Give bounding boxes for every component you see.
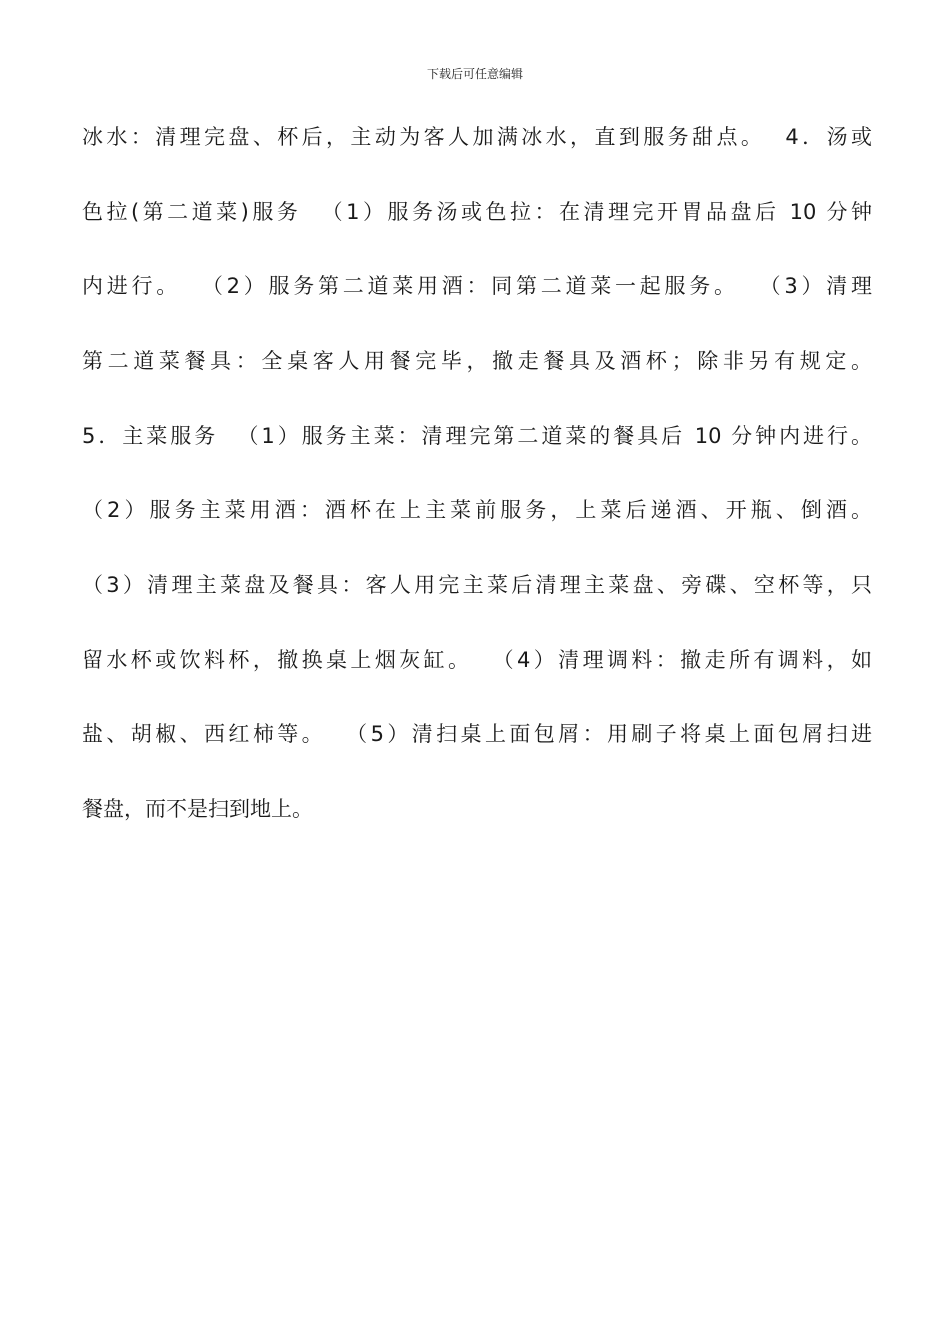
text-line-1: 冰水：清理完盘、杯后，主动为客人加满冰水，直到服务甜点。 4．汤或 [82,125,872,149]
text-line-6: （2）服务主菜用酒：酒杯在上主菜前服务，上菜后递酒、开瓶、倒酒。 [82,498,872,522]
text-line-3: 内进行。 （2）服务第二道菜用酒：同第二道菜一起服务。 （3）清理 [82,274,872,298]
text-line-4: 第二道菜餐具：全桌客人用餐完毕，撤走餐具及酒杯；除非另有规定。 [82,349,872,373]
text-line-10: 餐盘，而不是扫到地上。 [82,797,313,821]
text-line-5: 5．主菜服务 （1）服务主菜：清理完第二道菜的餐具后 10 分钟内进行。 [82,424,872,448]
text-line-9: 盐、胡椒、西红柿等。 （5）清扫桌上面包屑：用刷子将桌上面包屑扫进 [82,722,872,746]
text-line-2: 色拉(第二道菜)服务 （1）服务汤或色拉：在清理完开胃品盘后 10 分钟 [82,200,872,224]
text-line-7: （3）清理主菜盘及餐具：客人用完主菜后清理主菜盘、旁碟、空杯等，只 [82,573,872,597]
page-header-note: 下载后可任意编辑 [426,67,523,81]
text-line-8: 留水杯或饮料杯，撤换桌上烟灰缸。 （4）清理调料：撤走所有调料，如 [82,648,872,672]
